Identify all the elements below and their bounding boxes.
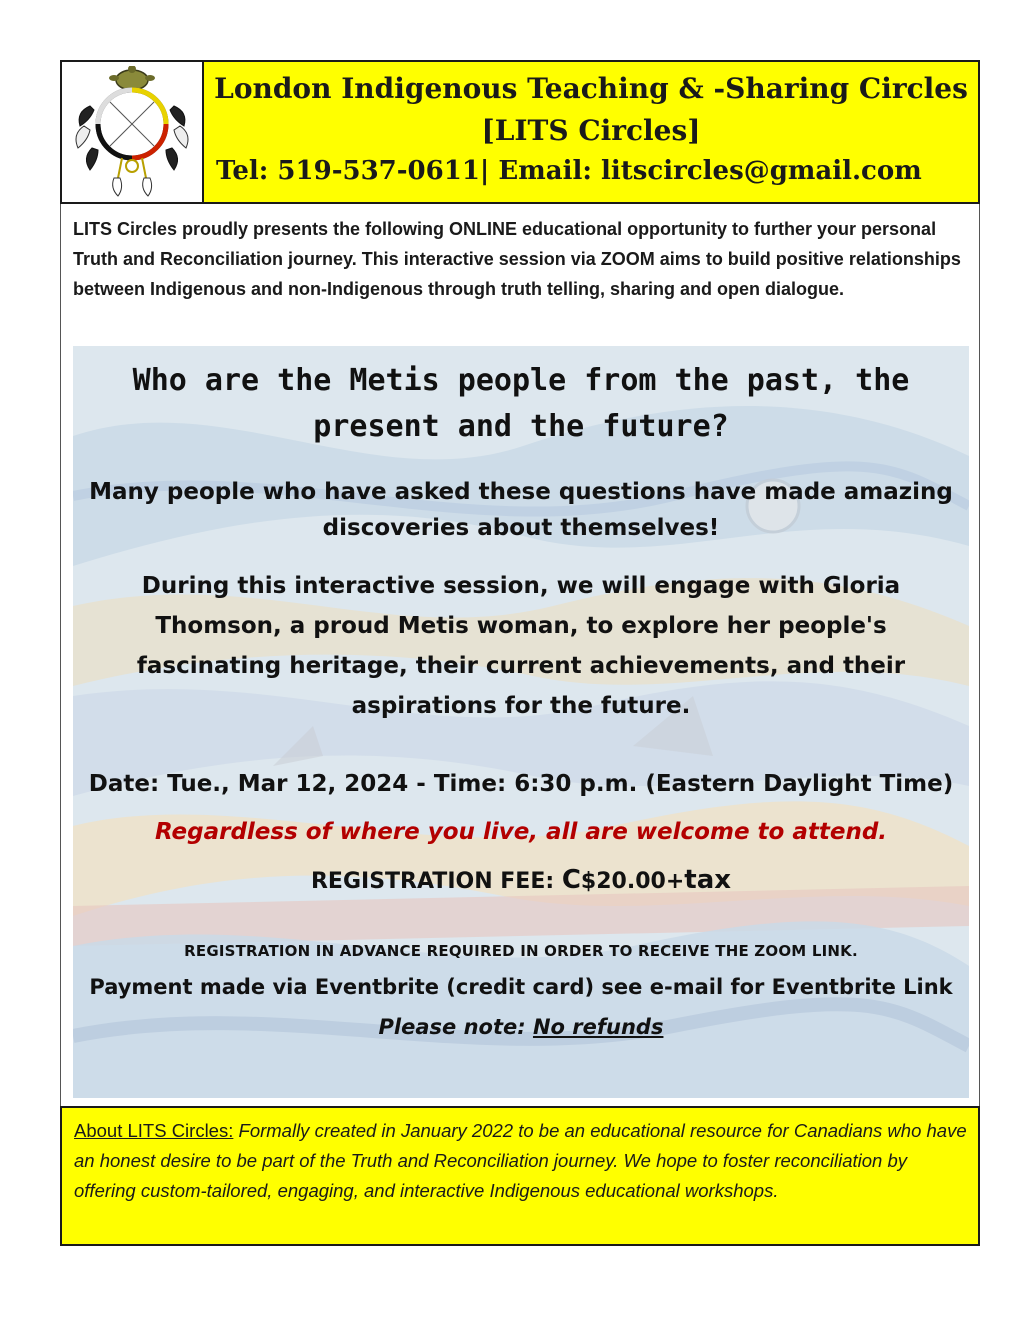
event-question: Who are the Metis people from the past, the present and the future? <box>132 363 910 444</box>
fee-label: REGISTRATION FEE: <box>310 869 562 894</box>
about-description: Formally created in January 2022 to be an educational resource for Canadians who have an honest desire to be part of the Truth and Reconciliation journey. We hope to foster reconciliation by offering custom-tailored, engaging, and interactive Indigenous educational workshops. <box>74 1120 967 1201</box>
event-content <box>73 346 969 1098</box>
no-refunds-text: No refunds <box>532 1015 664 1039</box>
event-paragraph-2: During this interactive session, we will engage with Gloria Thomson, a proud Metis woman, to explore her people's fascinating heritage, their current achievements, and their aspirations for the future. <box>136 573 906 719</box>
header <box>60 60 980 204</box>
fee-tax: tax <box>684 865 732 895</box>
contact-info: Tel: 519-537-0611| Email: litscircles@gmail.com <box>216 156 922 186</box>
about-label: About LITS Circles: <box>74 1120 234 1141</box>
logo <box>62 62 204 202</box>
org-title: London Indigenous Teaching & -Sharing Circles <box>214 72 968 105</box>
advance-registration-notice: REGISTRATION IN ADVANCE REQUIRED IN ORDER TO RECEIVE THE ZOOM LINK. <box>184 942 858 960</box>
title-box <box>204 62 978 202</box>
payment-info: Payment made via Eventbrite (credit card) see e-mail for Eventbrite Link <box>89 975 953 999</box>
about-section <box>60 1106 980 1246</box>
registration-fee <box>83 862 959 900</box>
fee-amount: $20.00+ <box>580 869 685 894</box>
event-date-time: Date: Tue., Mar 12, 2024 - Time: 6:30 p.m. (Eastern Daylight Time) <box>88 771 954 797</box>
event-panel <box>73 346 969 1098</box>
main-section <box>60 204 980 1106</box>
intro-paragraph: LITS Circles proudly presents the following ONLINE educational opportunity to further your personal Truth and Reconciliation journey. This interactive session via ZOOM aims to build positive relationships between Indigenous and non-Indigenous through truth telling, sharing and open dialogue. <box>73 219 961 299</box>
event-paragraph-1: Many people who have asked these questions have made amazing discoveries about themselves! <box>89 479 953 541</box>
note-label: Please note: <box>378 1015 533 1039</box>
flyer <box>60 60 980 1246</box>
fee-currency: C <box>561 865 581 895</box>
refund-note <box>83 1010 959 1044</box>
org-abbreviation: [LITS Circles] <box>481 114 701 147</box>
about-text <box>74 1116 970 1206</box>
welcome-message: Regardless of where you live, all are welcome to attend. <box>154 819 888 845</box>
turtle-medicine-wheel-icon <box>70 66 194 198</box>
